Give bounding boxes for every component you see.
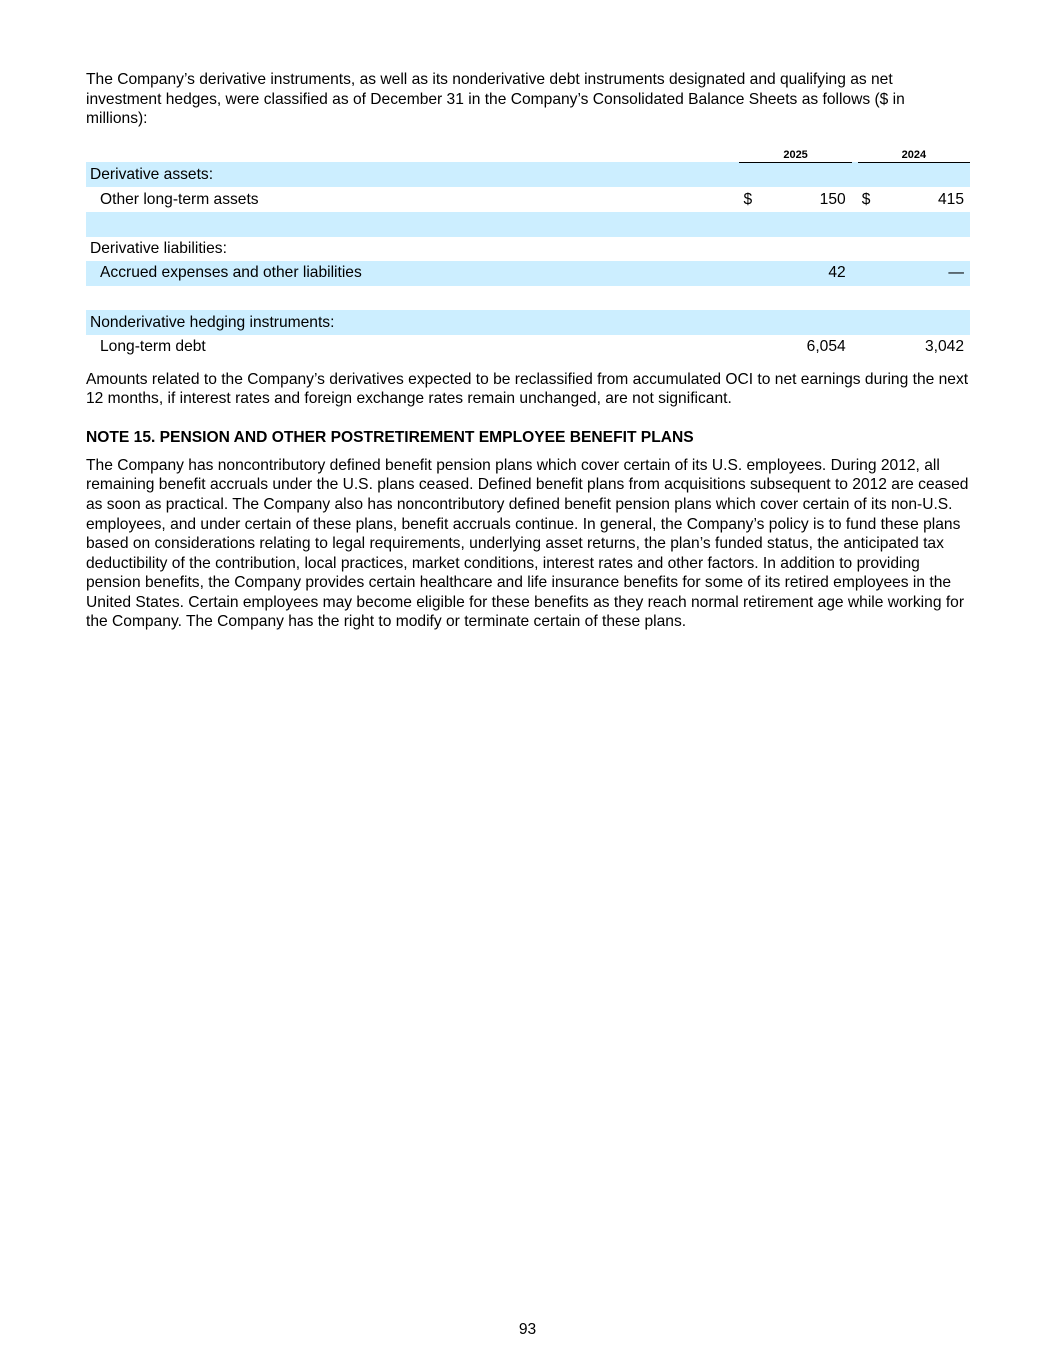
currency-symbol: $ — [743, 190, 753, 208]
row-label-long-term-debt: Long-term debt — [100, 338, 206, 356]
after-table-paragraph: Amounts related to the Company’s derivatives expected to be reclassified from accumulated OCI to net earnings during the next 12 months, if interest rates and foreign exchange rates remain unchanged, are not significant. — [86, 370, 969, 408]
currency-symbol: $ — [861, 190, 871, 208]
value-2025: 150 — [819, 190, 846, 208]
page-number: 93 — [518, 1321, 537, 1338]
note-heading: NOTE 15. PENSION AND OTHER POSTRETIREMENT EMPLOYEE BENEFIT PLANS — [86, 428, 694, 446]
value-2025: 6,054 — [806, 338, 846, 356]
section-label-derivative-liabilities: Derivative liabilities: — [90, 239, 227, 257]
row-label-other-long-term-assets: Other long-term assets — [100, 190, 259, 208]
table-row — [86, 237, 970, 262]
derivatives-table — [86, 143, 970, 360]
value-2024: 415 — [937, 190, 964, 208]
table-row-blank — [86, 212, 970, 237]
table-row-blank — [86, 286, 970, 311]
section-label-nonderivative: Nonderivative hedging instruments: — [86, 310, 739, 335]
note-paragraph: The Company has noncontributory defined benefit pension plans which cover certain of its U.S. employees. During 2012, all remaining benefit accruals under the U.S. plans ceased. Defined benefit plans from acquisitions subsequent to 2012 are ceased as soon as practical. The Company also has noncontributory defined benefit pension plans which cover certain of its non-U.S. employees, and under certain of these plans, benefit accruals continue. In general, the Company’s policy is to fund these plans based on considerations relating to legal requirements, underlying asset returns, the plan’s funded status, the anticipated tax deductibility of the contribution, local practices, market conditions, interest rates and other factors. In addition to providing pension benefits, the Company provides certain healthcare and life insurance benefits for some of its retired employees in the United States. Certain employees may become eligible for these benefits as they reach normal retirement age while working for the Company. The Company has the right to modify or terminate certain of these plans. — [86, 456, 969, 631]
document-page — [86, 70, 970, 632]
table-row — [86, 187, 970, 212]
table-row — [86, 162, 970, 187]
value-2024: 3,042 — [924, 338, 964, 356]
table-row — [86, 335, 970, 360]
header-spacer — [86, 143, 739, 163]
value-2024: — — [878, 261, 970, 286]
year-header-2024: 2024 — [858, 143, 970, 163]
value-2025: 42 — [759, 261, 851, 286]
table-row — [86, 310, 970, 335]
row-label-accrued-expenses: Accrued expenses and other liabilities — [86, 261, 739, 286]
table-row — [86, 261, 970, 286]
year-header-2025: 2025 — [739, 143, 851, 163]
intro-paragraph: The Company’s derivative instruments, as well as its nonderivative debt instruments designated and qualifying as net investment hedges, were classified as of December 31 in the Company’s Consolidated Balance Sheets as follows ($ in millions): — [86, 71, 905, 128]
table-header-row — [86, 143, 970, 163]
section-label-derivative-assets: Derivative assets: — [86, 162, 739, 187]
